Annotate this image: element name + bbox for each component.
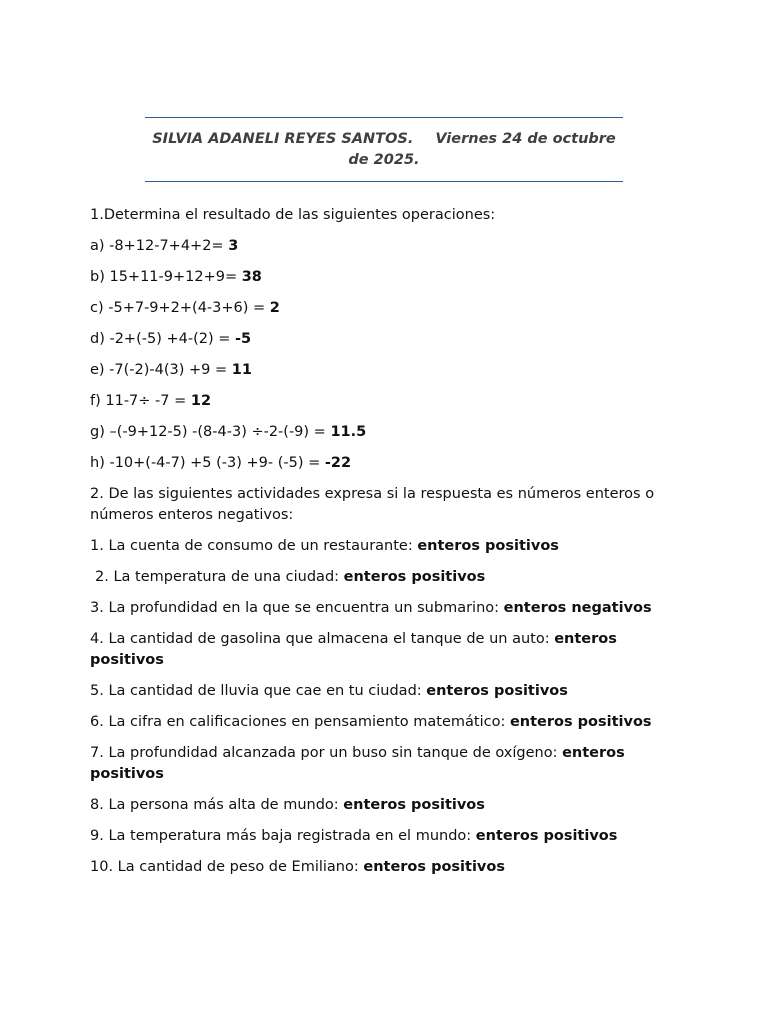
- activity-answer: enteros positivos: [90, 631, 617, 668]
- activity-question: 10. La cantidad de peso de Emiliano:: [90, 859, 364, 875]
- operation-b: [90, 267, 690, 288]
- activity-answer: enteros positivos: [90, 745, 625, 782]
- activity-answer: enteros positivos: [343, 569, 486, 585]
- operation-answer: -22: [324, 455, 352, 471]
- operation-expression: g) –(-9+12-5) -(8-4-3) ÷-2-(-9) =: [90, 424, 331, 440]
- activity-10: [90, 857, 690, 878]
- activity-question: 8. La persona más alta de mundo:: [90, 797, 344, 813]
- section2-title: 2. De las siguientes actividades expresa si la respuesta es números enteros o números enteros negativos:: [90, 486, 655, 523]
- operation-c: [90, 298, 690, 319]
- activity-answer: enteros positivos: [475, 828, 618, 844]
- activity-answer: enteros negativos: [503, 600, 652, 616]
- operation-g: [90, 422, 690, 443]
- operation-d: [90, 329, 690, 350]
- activity-question: 3. La profundidad en la que se encuentra un submarino:: [90, 600, 504, 616]
- document-body: [90, 205, 690, 888]
- activity-answer: enteros positivos: [509, 714, 652, 730]
- section1-title: 1.Determina el resultado de las siguientes operaciones:: [90, 207, 496, 223]
- operation-e: [90, 360, 690, 381]
- activity-question: 2. La temperatura de una ciudad:: [95, 569, 344, 585]
- operation-answer: -5: [234, 331, 252, 347]
- student-name: SILVIA ADANELI REYES SANTOS.: [152, 131, 414, 147]
- header-text: [145, 129, 623, 171]
- activity-question: 1. La cuenta de consumo de un restaurante:: [90, 538, 418, 554]
- activity-question: 9. La temperatura más baja registrada en el mundo:: [90, 828, 476, 844]
- activity-4: [90, 629, 690, 671]
- activity-3: [90, 598, 690, 619]
- operation-h: [90, 453, 690, 474]
- activity-answer: enteros positivos: [343, 797, 485, 813]
- activity-9: [90, 826, 690, 847]
- operation-answer: 12: [190, 393, 212, 409]
- operation-a: [90, 236, 690, 257]
- operation-expression: c) -5+7-9+2+(4-3+6) =: [90, 300, 270, 316]
- activity-1: [90, 536, 690, 557]
- operation-answer: 38: [241, 269, 262, 285]
- activity-answer: enteros positivos: [417, 538, 559, 554]
- operation-answer: 3: [228, 238, 239, 254]
- document-date: Viernes 24 de octubre de 2025.: [348, 131, 616, 168]
- activity-answer: enteros positivos: [426, 683, 568, 699]
- operation-expression: d) -2+(-5) +4-(2) =: [90, 331, 235, 347]
- activity-question: 6. La cifra en calificaciones en pensamiento matemático:: [90, 714, 510, 730]
- activity-6: [90, 712, 690, 733]
- operation-expression: h) -10+(-4-7) +5 (-3) +9- (-5) =: [90, 455, 325, 471]
- activity-question: 7. La profundidad alcanzada por un buso sin tanque de oxígeno:: [90, 745, 563, 761]
- document-header: [145, 117, 623, 182]
- activity-question: 5. La cantidad de lluvia que cae en tu ciudad:: [90, 683, 427, 699]
- operation-expression: a) -8+12-7+4+2=: [90, 238, 229, 254]
- operation-expression: b) 15+11-9+12+9=: [90, 269, 242, 285]
- activity-2: [90, 567, 690, 588]
- operation-answer: 11: [231, 362, 252, 378]
- activity-question: 4. La cantidad de gasolina que almacena el tanque de un auto:: [90, 631, 555, 647]
- activity-8: [90, 795, 690, 816]
- operation-f: [90, 391, 690, 412]
- operation-expression: f) 11-7÷ -7 =: [90, 393, 191, 409]
- operation-answer: 2: [269, 300, 280, 316]
- activity-7: [90, 743, 690, 785]
- operation-expression: e) -7(-2)-4(3) +9 =: [90, 362, 232, 378]
- activity-answer: enteros positivos: [363, 859, 505, 875]
- activity-5: [90, 681, 690, 702]
- operation-answer: 11.5: [330, 424, 367, 440]
